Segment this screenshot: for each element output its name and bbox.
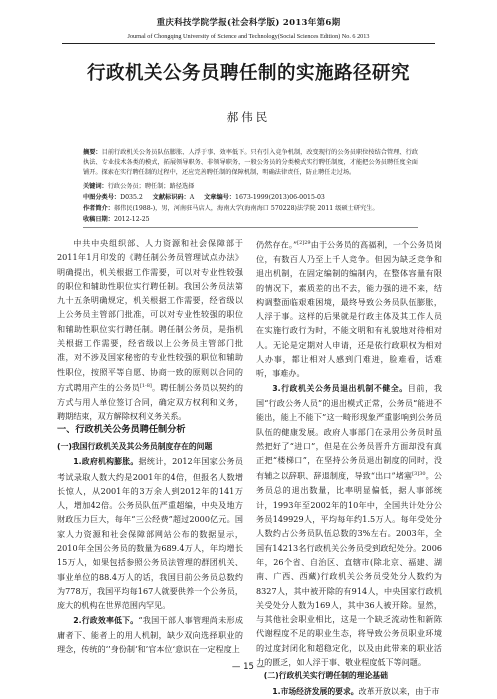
abstract-label: 摘要：: [83, 149, 102, 156]
article-author: 郝伟民: [226, 110, 271, 124]
paragraph-agency-expansion: 1.政府机构膨胀。据统计，2012年国家公务员考试录取人数大约是2001年的4倍，但报名人数增长惊人，从2001年的3万余人到2012年的141万人，增加42倍。公务员队伍严重超编，中央及地方财政压力巨大，每年“三公经费”超过2000亿元。国家人力资源和社会保障部网站公布的数据显示，2010年全国公务员的数量为689.4万人，年均增长15万人，如果包括参照公务员法管理的群团机关、事业单位的88.4万人的话，我国目前公务员总数约为778万，我国平均每167人就要供养一个公务员，庞大的机构在世界范围内罕见。: [57, 456, 243, 611]
journal-header-en: Journal of Chongqing University of Science and Technology(Social Sciences Edition) No. 6 2013: [127, 33, 370, 40]
citation-ref: [3]30: [412, 471, 426, 478]
header-rule: [62, 43, 435, 44]
paragraph-continued: 仍然存在。”$^{[2]29}$由于公务员的高福利，一个公务员岗位，有数百人乃至上千人竞争。但因为缺乏竞争和退出机制，在固定编制的编制内，在整体容量有限的情况下，素质差的出不去，能力强的进不来，结构调整面临艰难困境，最终导致公务员队伍膨胀，人浮于事。这样的后果就是行政主体及其工作人员在实施行政行为时，不能文明和有礼貌地对待相对人。无论是定期对人申请，还是依行政职权为相对人办事，都让相对人感到门难进，脸难看，话难听，事难办。: [256, 239, 442, 379]
author-bio: [83, 204, 418, 214]
right-column: [256, 236, 442, 699]
bio-text: 郝伟民(1988-)，男，河南驻马店人，海南大学(海南海口 570228)法学院 2011 级硕士研究生。: [113, 205, 379, 212]
journal-header: 重庆科技学院学报(社会科学版) 2013年第6期: [156, 18, 341, 28]
bio-label: 作者简介：: [83, 205, 114, 212]
doc-code: A: [189, 194, 195, 201]
left-column: [57, 236, 243, 424]
left-column-continued: [57, 440, 243, 656]
abstract-rule: [83, 227, 418, 228]
abstract: [83, 148, 418, 179]
keywords-label: 关键词：: [83, 183, 108, 190]
article-id: 1673-1999(2013)06-0015-03: [235, 194, 325, 201]
keywords: [83, 182, 418, 192]
received-date: [83, 215, 418, 225]
class-number: D035.2: [120, 194, 143, 201]
doc-code-label: 文献标识码：: [152, 194, 190, 201]
paragraph-market-economy: 1.市场经济发展的要求。改革开放以来，由于市: [272, 685, 440, 696]
intro-paragraph: 中共中央组织部、人力资源和社会保障部于2011年1月印发的《聘任制公务员管理试点办法》明确提出，机关根据工作需要，可以对专业性较强的职位和辅助性职位实行聘任制。我国公务员法第九十五条明确规定，机关根据工作需要，经省级以上公务员主管部门批准，可以对专业性较强的职位和辅助性职位实行聘任制。聘任制公务员，是指机关根据工作需要，经省级以上公务员主管部门批准，对不涉及国家秘密的专业性较强的职位和辅助性职位，按照平等自愿、协商一致的原则以合同的方式聘用产生的公务员[1-8]。聘任制公务员以契约的方式与用人单位签订合同，确定双方权利和义务，聘期结束，双方解除权利义务关系。: [57, 238, 243, 422]
abstract-text: 目前行政机关公务员队伍膨胀、人浮于事、效率低下。只有引入竞争机制，改变现行的公务员职位按结合管理、行政执法、专业技术各类的模式，拓展领导职务、非领导职务，一般公务员的分类模式实行聘任制度，才能把公务员聘任度全面铺开。探索在实行聘任制的过程中，还应完善聘任制的保障机制，明确法律责任，防止聘任走过场。: [83, 149, 419, 177]
received-label: 收稿日期：: [83, 216, 114, 223]
class-label: 中图分类号：: [83, 194, 121, 201]
page-number: — 15 —: [231, 662, 266, 672]
article-id-label: 文章编号：: [204, 194, 236, 201]
subsection-heading-1: (一)我国行政机关及其公务员制度存在的问题: [57, 442, 213, 451]
received-value: 2012-12-25: [113, 216, 150, 223]
section-heading-1: 一、行政机关公务员聘任制分析: [57, 424, 186, 435]
subsection-heading-2: (二)行政机关实行聘任制的理论基础: [263, 671, 388, 681]
article-title: 行政机关公务员聘任制的实施路径研究: [86, 63, 410, 84]
citation-ref: [1-8]: [139, 382, 152, 389]
paragraph-low-efficiency: 2.行政效率低下。“我国干部人事管理尚未形成庸者下、能者上的用人机制，缺少双向选择职业的理念，传统的‘’身份制‘和’官本位‘意识在一定程度上: [57, 614, 244, 655]
citation-ref: [2]29: [297, 240, 311, 246]
classification-line: [83, 193, 418, 203]
keywords-text: 行政公务员；聘任制；路径选择: [107, 183, 195, 190]
paragraph-exit-mechanism: 3.行政机关公务员退出机制不健全。目前，我国“行政公务人员”的退出模式正常，公务员“能进不能出，能上不能下”这一畸形现象严重影响到公务员队伍的健康发展。政府人事部门在录用公务员时虽然把好了“进口”，但是在公务员晋升方面却没有真正把“楼梯口”，在坚持公务员退出制度的同时，没有辅之以辞职、辞退制度，导致“出口”堵塞$^{[3]30}$。公务员总的退出数量，比率明显偏低，据人事部统计，1993年至2002年的10年中，全国共计处分公务员149929人，平均每年约1.5万人。每年受处分人数约占公务员队伍总数的3%左右。2003年，全国有14213名行政机关公务员受到政纪处分。2006年，26个省、自治区、直辖市(除北京、福建、湖南、广西、西藏)行政机关公务员受处分人数约为8327人，其中被开除的有914人，中央国家行政机关受处分人数为169人，其中36人被开除。显然，与其他社会职业相比，这是一个缺乏流动性和新陈代谢程度不足的职业生态，将导致公务员职业环境的过度封闭化和超稳定化，以及由此带来的职业活力的匮乏，如人浮于事、敬业程度低下等问题。: [256, 382, 442, 667]
